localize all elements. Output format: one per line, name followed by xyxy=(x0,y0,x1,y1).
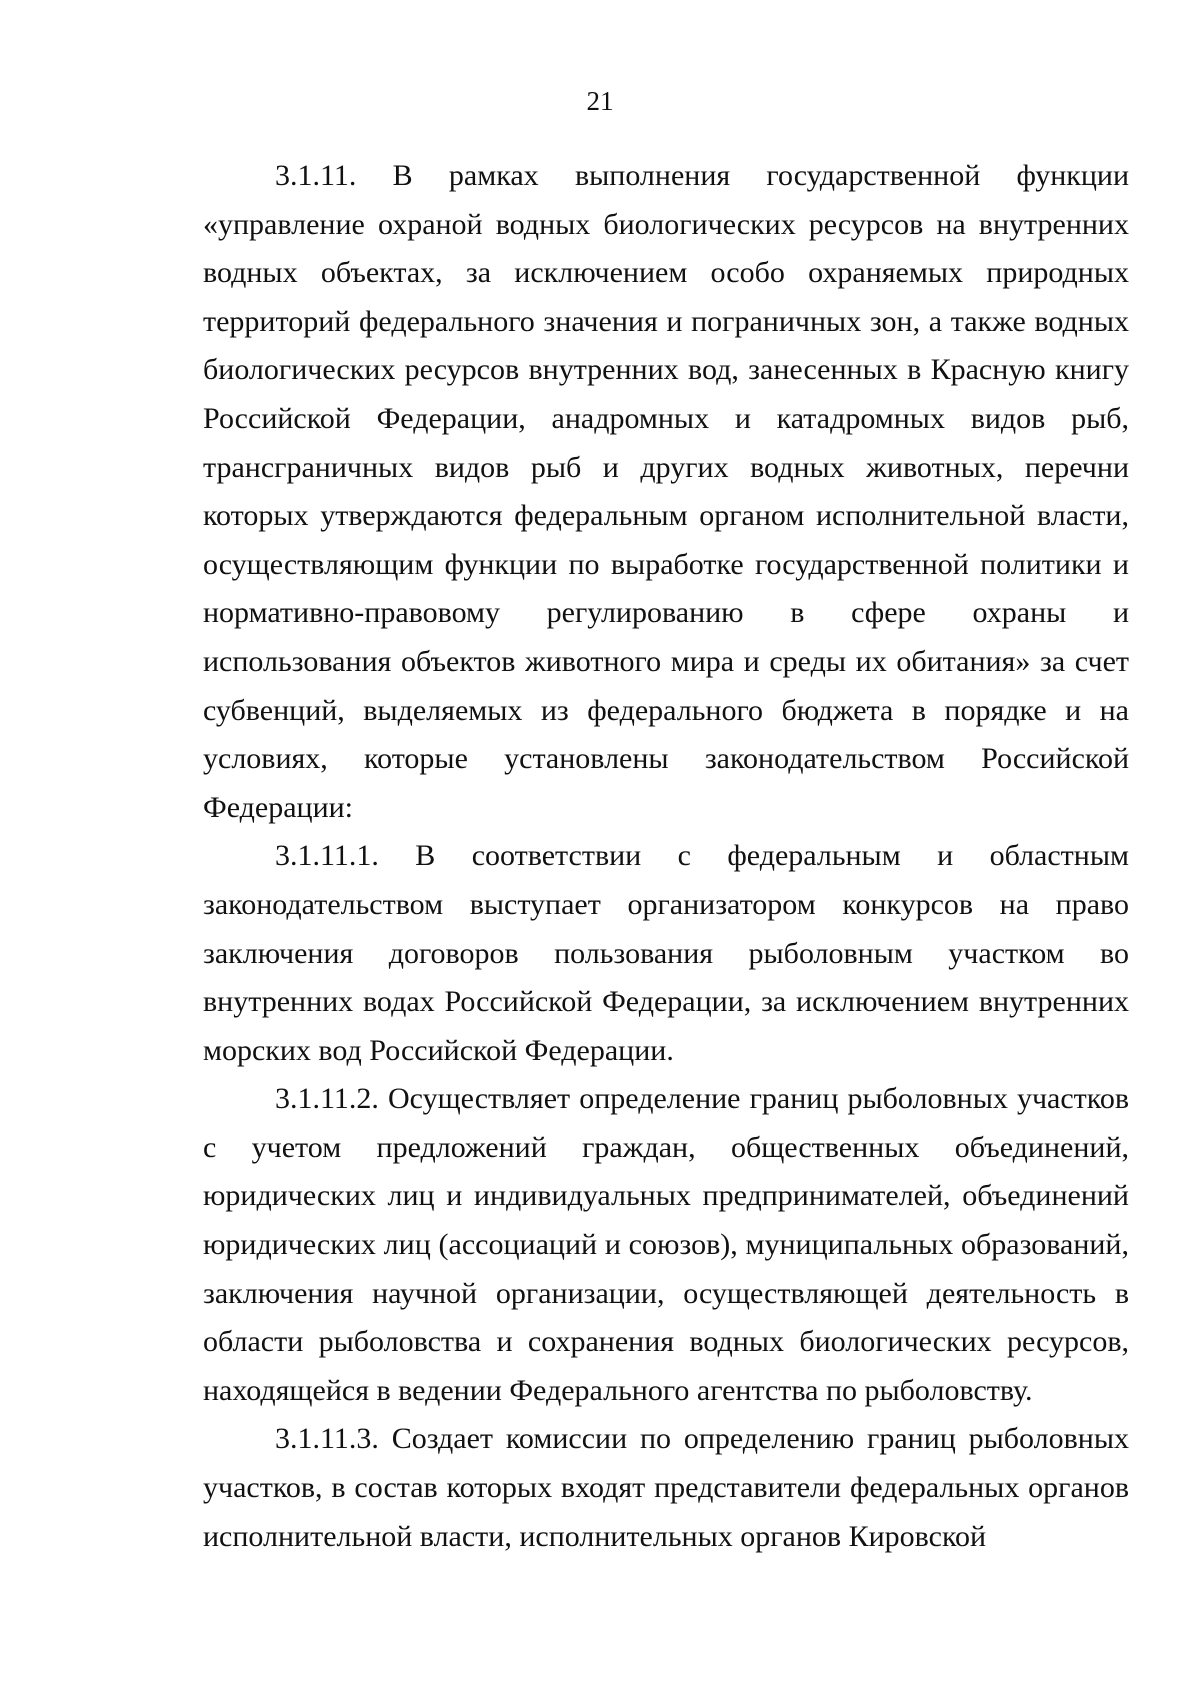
paragraph-3-1-11-2: 3.1.11.2. Осуществляет определение границ рыболовных участков с учетом предложений граждан, общественных объединений, юридических лиц и индивидуальных предпринимателей, объединений юридических лиц (ассоциаций и союзов), муниципальных образований, заключения научной организации, осуществляющей деятельность в области рыболовства и сохранения водных биологических ресурсов, находящейся в ведении Федерального агентства по рыболовству. xyxy=(203,1082,1129,1407)
page-number: 21 xyxy=(586,86,614,116)
paragraph-3-1-11-3: 3.1.11.3. Создает комиссии по определению границ рыболовных участков, в состав которых входят представители федеральных органов исполнительной власти, исполнительных органов Кировской xyxy=(203,1422,1129,1553)
paragraph-3-1-11-1: 3.1.11.1. В соответствии с федеральным и областным законодательством выступает организатором конкурсов на право заключения договоров пользования рыболовным участком во внутренних водах Российской Федерации, за исключением внутренних морских вод Российской Федерации. xyxy=(203,839,1129,1067)
paragraph-3-1-11: 3.1.11. В рамках выполнения государственной функции «управление охраной водных биологических ресурсов на внутренних водных объектах, за исключением особо охраняемых природных территорий федерального значения и пограничных зон, а также водных биологических ресурсов внутренних вод, занесенных в Красную книгу Российской Федерации, анадромных и катадромных видов рыб, трансграничных видов рыб и других водных животных, перечни которых утверждаются федеральным органом исполнительной власти, осуществляющим функции по выработке государственной политики и нормативно-правовому регулированию в сфере охраны и использования объектов животного мира и среды их обитания» за счет субвенций, выделяемых из федерального бюджета в порядке и на условиях, которые установлены законодательством Российской Федерации: xyxy=(203,159,1129,824)
document-body xyxy=(203,152,1129,1561)
